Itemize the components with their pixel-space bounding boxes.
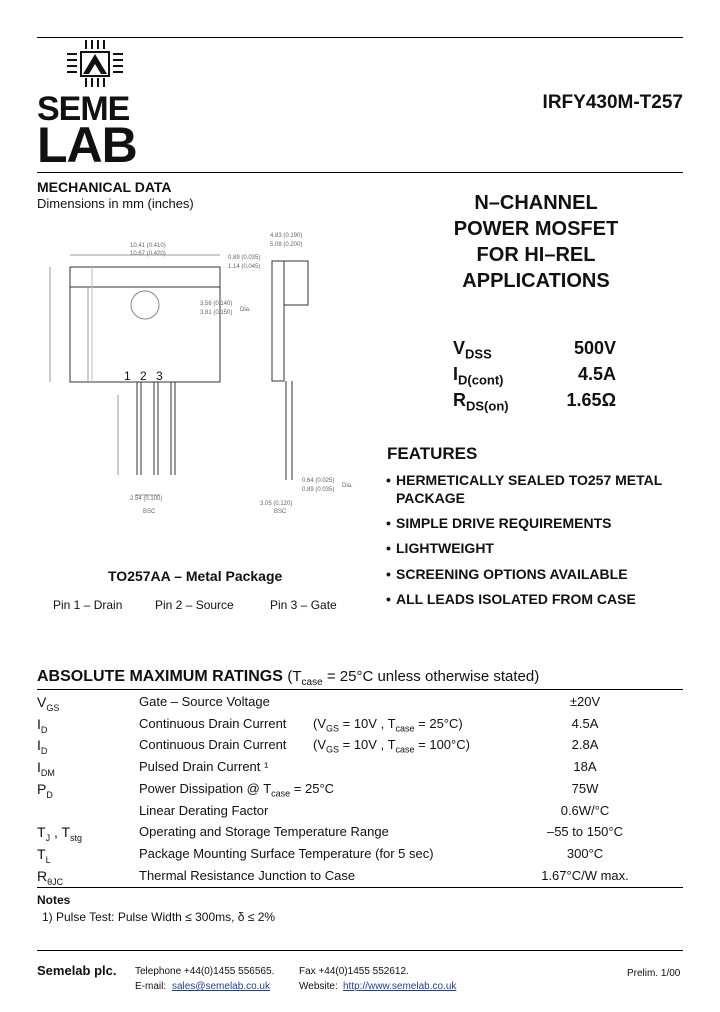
ratings-bottom-rule [37, 887, 683, 888]
dim-label: 1.14 (0.045) [228, 264, 261, 270]
pin-number: 1 [124, 369, 131, 383]
device-title-line: APPLICATIONS [462, 270, 610, 292]
footer-prelim: Prelim. 1/00 [627, 968, 681, 979]
dim-label: 3.56 (0.140) [200, 301, 233, 307]
feature-item: • ALL LEADS ISOLATED FROM CASE [386, 591, 636, 607]
rating-value: ±20V [569, 694, 601, 709]
spec-value: 1.65Ω [566, 390, 616, 410]
device-title-line: FOR HI–REL [476, 244, 596, 266]
ratings-row [37, 691, 683, 712]
dim-label: Dia. [342, 483, 353, 489]
rating-description: Gate – Source Voltage [139, 694, 270, 709]
rating-value: 4.5A [571, 715, 599, 731]
spec-id [453, 364, 633, 390]
feature-item: • SIMPLE DRIVE REQUIREMENTS [386, 515, 612, 531]
rating-description: Package Mounting Surface Temperature (for 5 sec) [139, 845, 434, 861]
ratings-condition: ($T_{case} = 25^\circ C$ unless otherwise stated) [287, 668, 540, 688]
ratings-title: ABSOLUTE MAXIMUM RATINGS ($T_{case} = 25^\circ C$ unless otherwise stated) [37, 668, 540, 688]
header-rule [37, 172, 683, 173]
dim-label: 5.08 (0.200) [270, 242, 303, 248]
mechanical-drawing [30, 225, 370, 555]
dim-label: 3.05 (0.120) [260, 501, 293, 507]
spec-value: 500V [573, 338, 616, 358]
ratings-rule [37, 689, 683, 690]
rating-symbol: $I_D$ [37, 715, 48, 735]
device-title-line: POWER MOSFET [453, 218, 619, 240]
rating-description: Pulsed Drain Current ¹ [139, 759, 269, 775]
spec-symbol: $V_{DSS}$ [453, 338, 492, 362]
footer-email-label: E-mail: [135, 981, 167, 992]
mechanical-data-title: MECHANICAL DATA [37, 179, 172, 195]
rating-symbol: $T_J$ , $T_{stg}$ [37, 824, 83, 843]
footer-rule [37, 950, 683, 951]
spec-symbol: $R_{DS(on)}$ [453, 390, 509, 414]
footer-website-link[interactable]: http://www.semelab.co.uk [343, 981, 457, 992]
feature-item-cont: PACKAGE [396, 490, 465, 506]
device-title-line: N–CHANNEL [474, 192, 598, 214]
feature-item: • LIGHTWEIGHT [386, 540, 494, 556]
dim-label: BSC [143, 509, 156, 515]
pin-number: 3 [156, 369, 163, 383]
rating-value: 0.6W/°C [560, 802, 610, 818]
note-item: 1) Pulse Test: Pulse Width ≤ 300ms, δ ≤ 2% [42, 910, 276, 924]
dim-label: Dia. [240, 307, 251, 313]
dim-label: BSC [274, 509, 287, 515]
top-rule [37, 37, 683, 38]
notes-title: Notes [37, 893, 71, 907]
feature-item: • SCREENING OPTIONS AVAILABLE [386, 566, 628, 582]
ratings-row [37, 734, 683, 755]
dim-label: 0.64 (0.025) [302, 478, 335, 484]
ratings-row [37, 800, 683, 821]
rating-value: 300°C [566, 845, 604, 861]
rating-description: Linear Derating Factor [139, 802, 269, 818]
rating-symbol: $I_{DM}$ [37, 759, 55, 778]
rating-description: Power Dissipation @ $T_{case} = 25^\circ C$ [139, 780, 335, 799]
spec-rds [453, 390, 633, 416]
dim-label: 4.83 (0.190) [270, 233, 303, 239]
logo-word-seme: SEME [37, 90, 130, 128]
ratings-row [37, 756, 683, 777]
mechanical-data-subtitle: Dimensions in mm (inches) [37, 196, 194, 211]
rating-value: 75W [571, 780, 599, 796]
footer-fax: Fax +44(0)1455 552612. [299, 966, 409, 977]
footer-email-link[interactable]: sales@semelab.co.uk [172, 981, 270, 992]
dim-label: 10.67 (0.420) [130, 251, 166, 257]
rating-description: Continuous Drain Current [139, 737, 287, 753]
pin-number: 2 [140, 369, 147, 383]
rating-symbol: $I_D$ [37, 737, 48, 757]
dim-label: 3.81 (0.150) [200, 310, 233, 316]
feature-item: • HERMETICALLY SEALED TO257 METAL [386, 472, 663, 488]
logo-word-lab: LAB [37, 117, 137, 173]
pin-2-label: Pin 2 – Source [155, 598, 234, 612]
pin-3-label: Pin 3 – Gate [270, 598, 337, 612]
footer-telephone: Telephone +44(0)1455 556565. [135, 966, 275, 977]
features-title: FEATURES [387, 444, 478, 463]
semelab-logo [37, 40, 162, 173]
ratings-row [37, 821, 683, 842]
dim-label: 2.54 (0.100) [130, 496, 163, 502]
spec-symbol: $I_{D(cont)}$ [453, 364, 504, 388]
part-number: IRFY430M-T257 [542, 92, 683, 113]
rating-description: Continuous Drain Current [139, 715, 287, 731]
rating-condition: ($V_{GS} = 10V$ , $T_{case} = 100^\circ C$) [313, 737, 470, 755]
rating-symbol: $V_{GS}$ [37, 694, 60, 713]
rating-symbol: $T_L$ [37, 845, 51, 865]
dim-label: 0.89 (0.035) [228, 255, 261, 261]
ratings-row [37, 778, 683, 799]
rating-value: –55 to 150°C [546, 824, 624, 840]
spec-vdss [453, 338, 633, 364]
ratings-row [37, 843, 683, 864]
rating-description: Thermal Resistance Junction to Case [139, 867, 356, 883]
rating-condition: ($V_{GS} = 10V$ , $T_{case} = 25^\circ C$) [313, 715, 463, 734]
rating-description: Operating and Storage Temperature Range [139, 824, 389, 840]
footer-website-label: Website: [299, 981, 338, 992]
device-title [420, 190, 652, 294]
rating-value: 1.67°C/W max. [541, 867, 629, 883]
rating-value: 18A [573, 759, 597, 775]
ratings-row [37, 865, 683, 886]
dim-label: 0.89 (0.035) [302, 487, 335, 493]
rating-symbol: $P_D$ [37, 780, 53, 800]
ratings-row [37, 713, 683, 734]
pin-1-label: Pin 1 – Drain [53, 598, 123, 612]
rating-value: 2.8A [571, 737, 599, 753]
spec-value: 4.5A [577, 364, 616, 384]
package-title: TO257AA – Metal Package [108, 568, 283, 584]
dim-label: 10.41 (0.410) [130, 243, 166, 249]
rating-symbol: $R_{\theta JC}$ [37, 867, 64, 887]
footer-company: Semelab plc. [37, 963, 117, 978]
